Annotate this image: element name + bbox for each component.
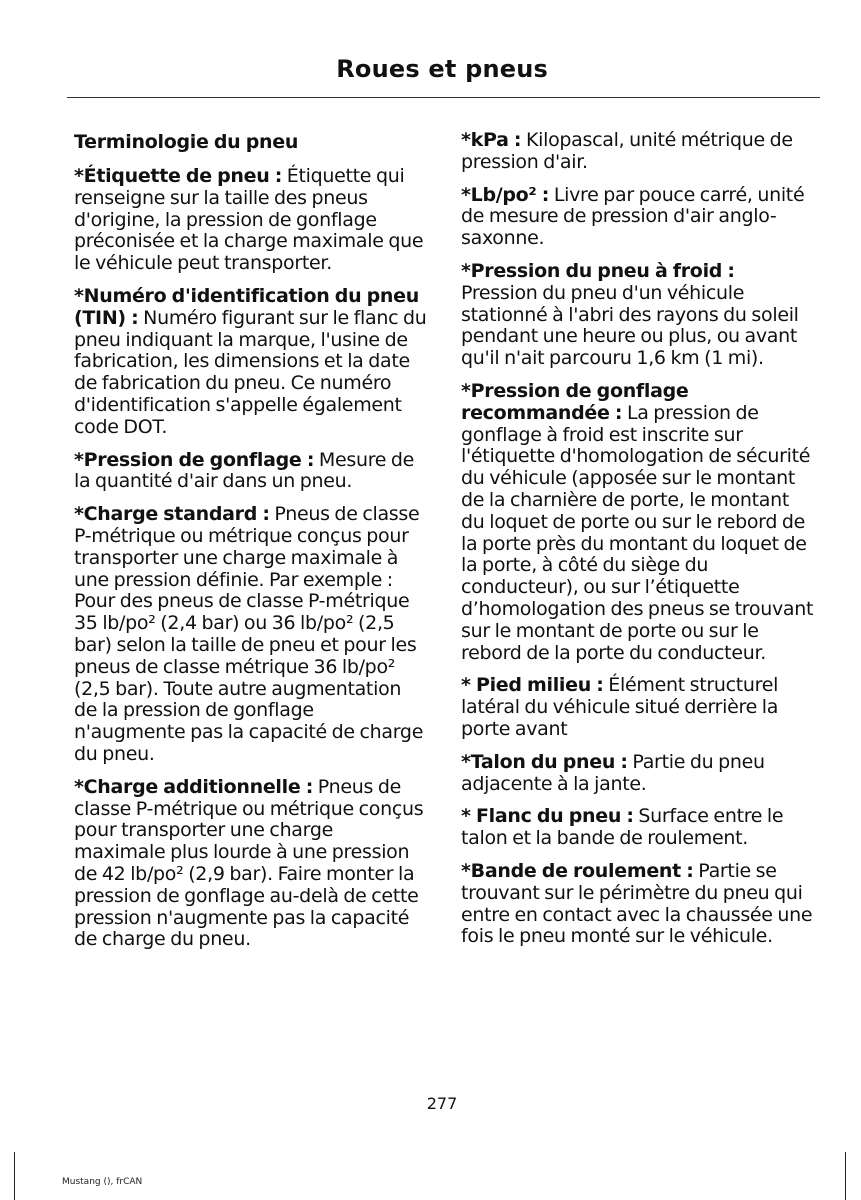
left-column xyxy=(74,130,428,962)
definition-term: *kPa : xyxy=(461,129,522,151)
definition-term: *Pression de gonflage recommandée : xyxy=(461,379,689,424)
definition-text: Pneus de classe P-métrique ou métrique conçus pour transporter une charge maximale plus lourde à une pression de 42 lb/po² (2,9 bar). Faire monter la pression de gonflage au-delà de cette pression n'augmente pas la capacité de charge du pneu. xyxy=(74,775,424,951)
definition-term: *Pression de gonflage : xyxy=(74,448,315,471)
header-divider xyxy=(67,97,820,98)
definition-bead xyxy=(461,752,815,796)
definition-standard-load xyxy=(74,504,428,766)
crop-mark-left xyxy=(14,1152,15,1200)
definition-term: *Charge additionnelle : xyxy=(74,775,314,798)
definition-text: Kilopascal, unité métrique de pression d'air. xyxy=(461,129,793,173)
definition-cold-pressure xyxy=(461,261,815,370)
right-column xyxy=(461,130,815,959)
page-number: 277 xyxy=(426,1094,458,1113)
section-heading: Terminologie du pneu xyxy=(74,131,299,153)
definition-term: *Bande de roulement : xyxy=(461,859,694,882)
definition-text: Élément structurel latéral du véhicule situé derrière la porte avant xyxy=(461,674,779,740)
page-section-title: Roues et pneus xyxy=(336,55,548,83)
definition-term: *Lb/po² : xyxy=(461,183,550,206)
definition-term: *Talon du pneu : xyxy=(461,750,628,773)
definition-inflation-pressure xyxy=(74,450,428,494)
footer-note: Mustang (), frCAN xyxy=(62,1177,143,1187)
definition-text: Numéro figurant sur le flanc du pneu indiquant la marque, l'usine de fabrication, les dimensions et la date de fabrication du pneu. Ce numéro d'identification s'appelle également code DOT. xyxy=(74,306,427,438)
definition-text: Partie se trouvant sur le périmètre du pneu qui entre en contact avec la chaussée une fois le pneu monté sur le véhicule. xyxy=(461,859,813,948)
definition-tire-label xyxy=(74,166,428,275)
definition-recommended-pressure xyxy=(461,381,815,664)
definition-text: Pression du pneu d'un véhicule stationné à l'abri des rayons du soleil pendant une heure ou plus, ou avant qu'il n'ait parcouru 1,6 km (1 mi). xyxy=(461,281,799,370)
definition-term: *Numéro d'identification du pneu (TIN) : xyxy=(74,284,419,329)
definition-term: * Pied milieu : xyxy=(461,674,604,697)
definition-text: Étiquette qui renseigne sur la taille des pneus d'origine, la pression de gonflage préconisée et la charge maximale que le véhicule peut transporter. xyxy=(74,165,424,275)
definition-term: * Flanc du pneu : xyxy=(461,805,634,828)
definition-term: *Charge standard : xyxy=(74,503,270,526)
definition-tread xyxy=(461,861,815,948)
definition-text: Livre par pouce carré, unité de mesure de pression d'air anglo-saxonne. xyxy=(461,183,805,250)
definition-extra-load xyxy=(74,777,428,951)
definition-term: *Pression du pneu à froid : xyxy=(461,259,735,282)
definition-sidewall xyxy=(461,806,815,850)
definition-text: Pneus de classe P-métrique ou métrique conçus pour transporter une charge maximale à une pression définie. Par exemple : Pour des pneus de classe P-métrique 35 lb/po² (2,4 bar) ou 36 lb/po² (2,5 bar) selon la taille de pneu et pour les pneus de classe métrique 36 lb/po² (2,5 bar). Toute autre augmentation de la pression de gonflage n'augmente pas la capacité de charge du pneu. xyxy=(74,503,424,765)
definition-kpa xyxy=(461,130,815,174)
definition-psi xyxy=(461,185,815,250)
definition-b-pillar xyxy=(461,675,815,740)
definition-text: Surface entre le talon et la bande de roulement. xyxy=(461,805,784,850)
definition-term: *Étiquette de pneu : xyxy=(74,165,283,187)
crop-mark-right xyxy=(845,1152,846,1200)
definition-text: La pression de gonflage à froid est inscrite sur l'étiquette d'homologation de sécurité du véhicule (apposée sur le montant de la charnière de porte, le montant du loquet de porte ou sur le rebord de la porte près du montant du loquet de la porte, à côté du siège du conducteur), ou sur l’étiquette d’homologation des pneus se trouvant sur le montant de porte ou sur le rebord de la porte du conducteur. xyxy=(461,401,814,664)
definition-text: Partie du pneu adjacente à la jante. xyxy=(461,750,765,795)
definition-text: Mesure de la quantité d'air dans un pneu. xyxy=(74,448,415,493)
definition-tin xyxy=(74,286,428,439)
